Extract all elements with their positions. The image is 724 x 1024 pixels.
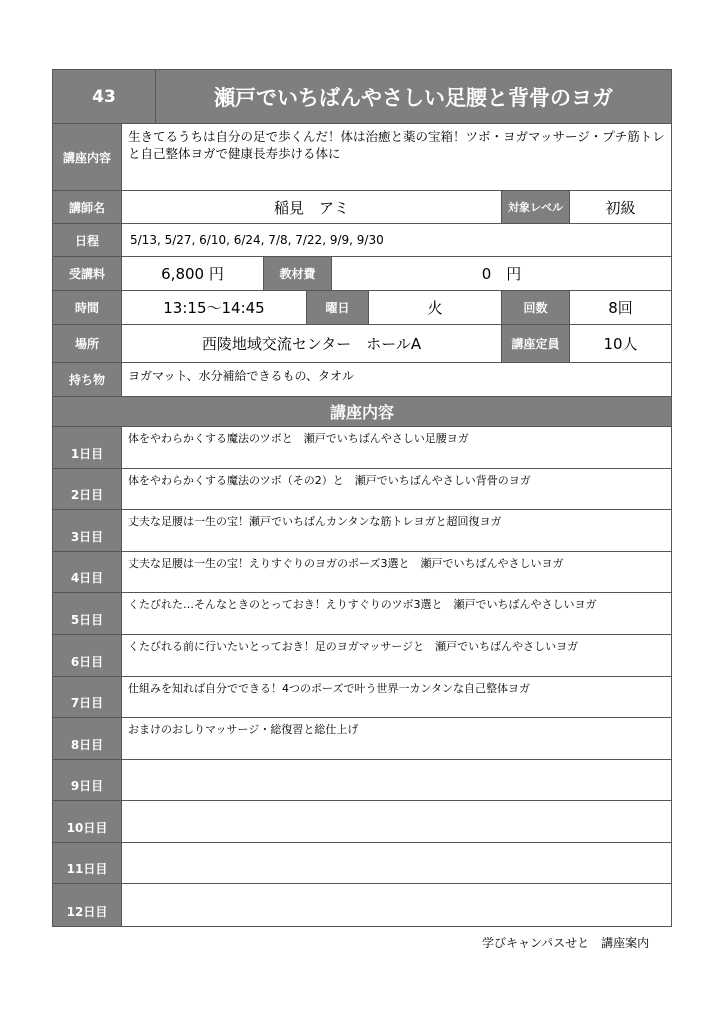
day-label: 10日目 (53, 801, 121, 842)
day-row (53, 469, 671, 510)
materials-value: 0 円 (331, 257, 671, 290)
day-text (121, 760, 671, 800)
items-value: ヨガマット、水分補給できるもの、タオル (121, 363, 671, 396)
day-row (53, 635, 671, 677)
time-row (53, 291, 671, 325)
fee-value: 6,800 円 (121, 257, 263, 290)
day-label: 11日目 (53, 843, 121, 883)
section-title: 講座内容 (53, 397, 671, 427)
place-value: 西陵地域交流センター ホールA (121, 325, 501, 362)
day-label: 3日目 (53, 510, 121, 551)
count-label: 回数 (501, 291, 569, 324)
day-row (53, 510, 671, 552)
instructor-name: 稲見 アミ (121, 191, 501, 223)
day-row (53, 593, 671, 635)
items-label: 持ち物 (53, 363, 121, 396)
day-row (53, 427, 671, 469)
count-value: 8回 (569, 291, 671, 324)
day-row (53, 677, 671, 718)
day-text: 丈夫な足腰は一生の宝！瀬戸でいちばんカンタンな筋トレヨガと超回復ヨガ (121, 510, 671, 551)
place-label: 場所 (53, 325, 121, 362)
day-label: 5日目 (53, 593, 121, 634)
header-row (53, 70, 671, 124)
course-number: 43 (53, 70, 155, 123)
weekday-label: 曜日 (306, 291, 368, 324)
day-text: くたびれた…そんなときのとっておき！えりすぐりのツボ3選と 瀬戸でいちばんやさしいヨガ (121, 593, 671, 634)
summary-text: 生きてるうちは自分の足で歩くんだ！体は治癒と薬の宝箱！ツボ・ヨガマッサージ・プチ筋トレと自己整体ヨガで健康長寿歩ける体に (121, 124, 671, 190)
day-row (53, 760, 671, 801)
summary-label: 講座内容 (53, 124, 121, 190)
day-row (53, 801, 671, 843)
day-label: 7日目 (53, 677, 121, 717)
day-text (121, 884, 671, 926)
day-label: 8日目 (53, 718, 121, 759)
instructor-label: 講師名 (53, 191, 121, 223)
day-label: 6日目 (53, 635, 121, 676)
instructor-row (53, 191, 671, 224)
day-label: 4日目 (53, 552, 121, 592)
day-text: くたびれる前に行いたいとっておき！足のヨガマッサージと 瀬戸でいちばんやさしいヨガ (121, 635, 671, 676)
day-row (53, 843, 671, 884)
day-label: 9日目 (53, 760, 121, 800)
level-value: 初級 (569, 191, 671, 223)
fee-row (53, 257, 671, 291)
schedule-dates: 5/13, 5/27, 6/10, 6/24, 7/8, 7/22, 9/9, 9/30 (121, 224, 671, 256)
day-text: 仕組みを知れば自分でできる！4つのポーズで叶う世界一カンタンな自己整体ヨガ (121, 677, 671, 717)
day-text: おまけのおしりマッサージ・総復習と総仕上げ (121, 718, 671, 759)
schedule-row (53, 224, 671, 257)
schedule-label: 日程 (53, 224, 121, 256)
day-label: 12日目 (53, 884, 121, 926)
course-sheet (52, 69, 672, 927)
materials-label: 教材費 (263, 257, 331, 290)
place-row (53, 325, 671, 363)
course-title: 瀬戸でいちばんやさしい足腰と背骨のヨガ (155, 70, 671, 123)
items-row (53, 363, 671, 397)
capacity-value: 10人 (569, 325, 671, 362)
summary-row (53, 124, 671, 191)
weekday-value: 火 (368, 291, 501, 324)
time-label: 時間 (53, 291, 121, 324)
day-text: 体をやわらかくする魔法のツボ（その2）と 瀬戸でいちばんやさしい背骨のヨガ (121, 469, 671, 509)
days-list (53, 427, 671, 926)
day-label: 1日目 (53, 427, 121, 468)
footer-text: 学びキャンパスせと 講座案内 (482, 936, 650, 950)
day-text (121, 801, 671, 842)
day-text: 丈夫な足腰は一生の宝！えりすぐりのヨガのポーズ3選と 瀬戸でいちばんやさしいヨガ (121, 552, 671, 592)
day-row (53, 552, 671, 593)
day-row (53, 884, 671, 926)
day-text: 体をやわらかくする魔法のツボと 瀬戸でいちばんやさしい足腰ヨガ (121, 427, 671, 468)
fee-label: 受講料 (53, 257, 121, 290)
time-value: 13:15～14:45 (121, 291, 306, 324)
capacity-label: 講座定員 (501, 325, 569, 362)
day-label: 2日目 (53, 469, 121, 509)
day-text (121, 843, 671, 883)
day-row (53, 718, 671, 760)
level-label: 対象レベル (501, 191, 569, 223)
